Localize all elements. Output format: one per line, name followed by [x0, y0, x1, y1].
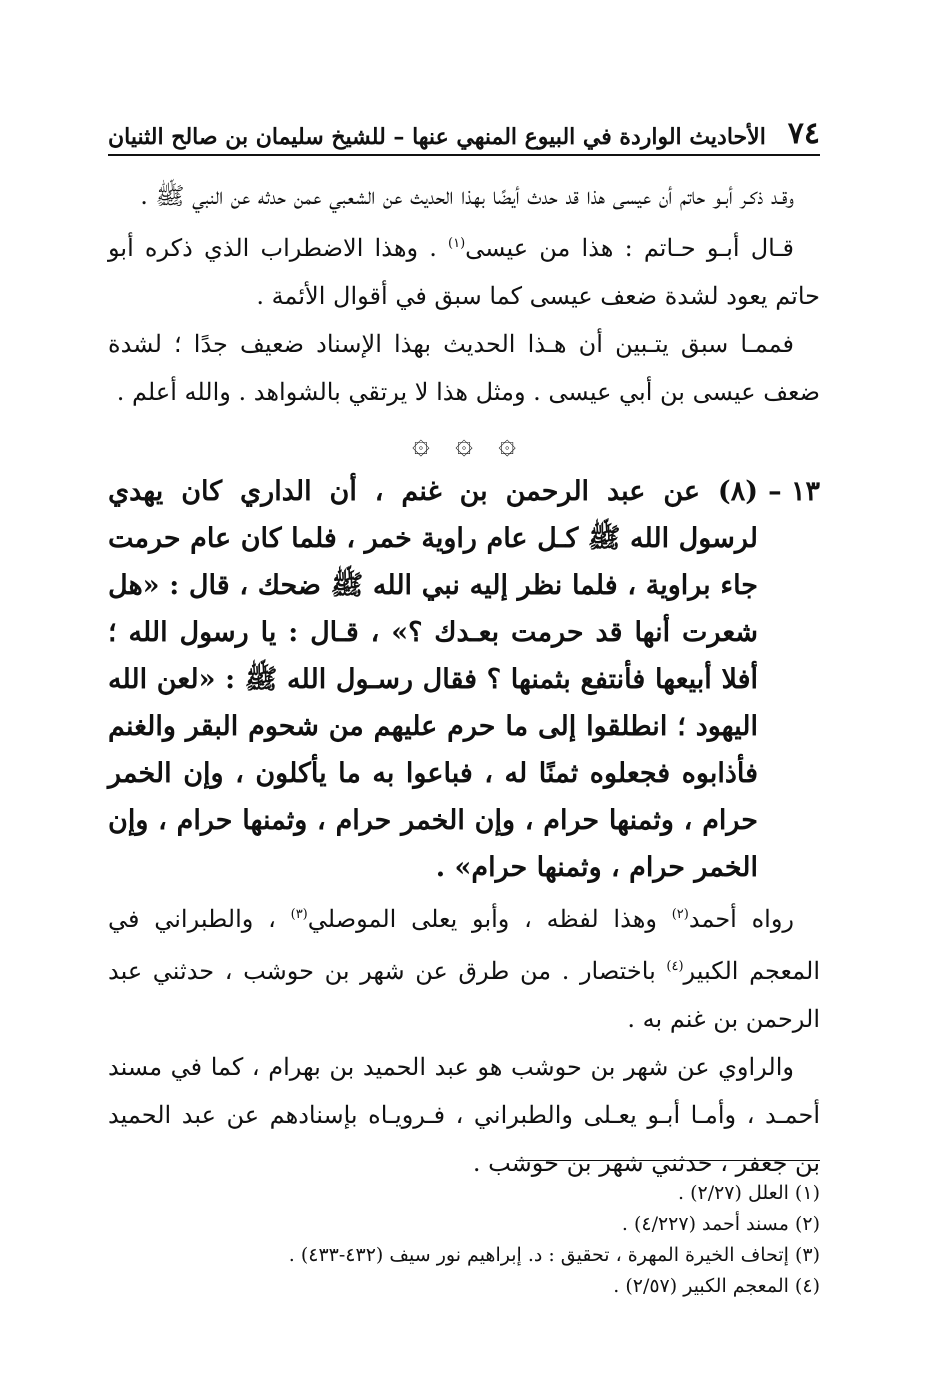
page-header — [108, 112, 820, 156]
hadith-text: (٨) عن عبد الرحمن بن غنم ، أن الداري كان يهدي لرسول الله ﷺ كـل عام راوية خمر ، فلما كان عام حرمت جاء براوية ، فلما نظر إليه نبي الله ﷺ ضحك ، قال : «هل شعرت أنها قد حرمت بعـدك ؟» ، قـال : يا رسول الله ؛ أفلا أبيعها فأنتفع بثمنها ؟ فقال رسـول الله ﷺ : «لعن الله اليهود ؛ انطلقوا إلى ما حرم عليهم من شحوم البقر والغنم فأذابوه فجعلوه ثمنًا له ، فباعوا به ما يأكلون ، وإن الخمر حرام ، وثمنها حرام ، وإن الخمر حرام ، وثمنها حرام ، وإن الخمر حرام ، وثمنها حرام» . — [108, 476, 758, 883]
footnote-ref-3: (٣) — [290, 907, 308, 922]
paragraph-1: وقـد ذكـر أبـو حاتم أن عيسى هذا قد حدث أيضًا بهذا الحديث عن الشعبي عمن حدثه عن النبي ﷺ . — [140, 182, 794, 210]
paragraph-4 — [108, 891, 820, 1043]
page-number: ٧٤ — [787, 116, 820, 151]
footnote-4: (٤) المعجم الكبير (٢/٥٧) . — [613, 1275, 820, 1297]
footnote-rule — [516, 1160, 820, 1161]
footnote-ref-2: (٢) — [671, 907, 689, 922]
page-body — [108, 172, 820, 1187]
ornament-separator — [108, 422, 820, 466]
paragraph-4-part-b: وهذا لفظه ، وأبو يعلى الموصلي — [307, 905, 672, 933]
footnote-1: (١) العلل (٢/٢٧) . — [678, 1182, 820, 1204]
paragraph-3: فممـا سبق يتـبين أن هـذا الحديث بهذا الإسناد ضعيف جدًا ؛ لشدة ضعف عيسى بن أبي عيسى . ومثل هذا لا يرتقي بالشواهد . والله أعلم . — [108, 330, 820, 406]
paragraph-2-part-b: . وهذا الاضطراب الذي ذكره أبو حاتم يعود لشدة ضعف عيسى كما سبق في أقوال الأئمة . — [108, 234, 820, 310]
ornament-star-icon: ۞ — [498, 426, 516, 461]
paragraph-5: والراوي عن شهر بن حوشب هو عبد الحميد بن بهرام ، كما في مسند أحمـد ، وأمـا أبـو يعـلى والطبراني ، فـرويـاه بإسنادهم عن عبد الحميد بن جعفر ، حدثني شهر بن حوشب . — [108, 1053, 820, 1177]
paragraph-2-part-a: قـال أبـو حـاتم : هذا من عيسى — [465, 234, 794, 262]
footnote-ref-1: (١) — [448, 236, 466, 251]
ornament-star-icon: ۞ — [455, 426, 473, 461]
footnote-3: (٣) إتحاف الخيرة المهرة ، تحقيق : د. إبراهيم نور سيف (٤٣٢-٤٣٣) . — [288, 1244, 820, 1266]
ornament-star-icon: ۞ — [412, 426, 430, 461]
hadith-block — [108, 468, 820, 891]
paragraph-4-part-d: باختصار . من طرق عن شهر بن حوشب ، حدثني عبد الرحمن بن غنم به . — [108, 957, 820, 1033]
paragraph-4-part-a: رواه أحمد — [688, 905, 795, 933]
paragraph-2 — [108, 220, 820, 320]
running-title: الأحاديث الواردة في البيوع المنهي عنها – للشيخ سليمان بن صالح الثنيان — [108, 124, 766, 150]
footnote-ref-4: (٤) — [666, 959, 684, 974]
footnotes — [108, 1178, 820, 1302]
hadith-number: ١٣ – — [768, 476, 820, 507]
header-rule — [108, 154, 820, 156]
footnote-2: (٢) مسند أحمد (٤/٢٢٧) . — [621, 1213, 820, 1235]
paragraph-4-part-c: ، والطبراني في المعجم الكبير — [108, 905, 820, 985]
